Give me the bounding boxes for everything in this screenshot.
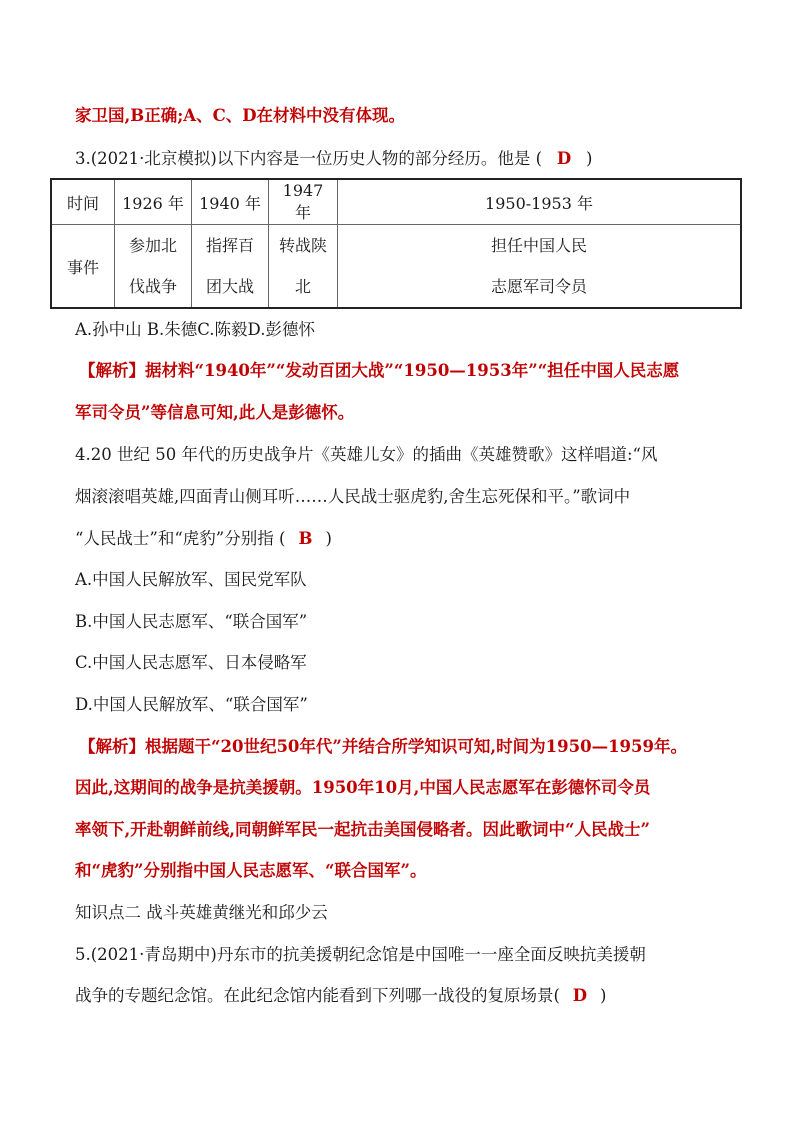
table-cell-event: 转战陕 北 [269, 225, 338, 309]
analysis-3-line-2: 军司令员”等信息可知,此人是彭德怀。 [75, 403, 355, 422]
analysis-3-line-1: 【解析】据材料“1940年”“发动百团大战”“1950—1953年”“担任中国人民志愿 [79, 361, 680, 380]
question-5-answer: D [572, 986, 588, 1005]
analysis-4-line-4: 和“虎豹”分别指中国人民志愿军、“联合国军”。 [75, 861, 427, 880]
table-cell-event: 参加北 伐战争 [115, 225, 192, 309]
question-3-options: A.孙中山 B.朱德C.陈毅D.彭德怀 [75, 320, 315, 339]
table-cell-year: 1926 年 [115, 179, 192, 225]
question-4-line-1: 4.20 世纪 50 年代的历史战争片《英雄儿女》的插曲《英雄赞歌》这样唱道:“风 [75, 445, 658, 464]
question-4-option-b: B.中国人民志愿军、“联合国军” [75, 612, 308, 631]
question-5-line-2: 战争的专题纪念馆。在此纪念馆内能看到下列哪一战役的复原场景( D ) [75, 984, 606, 1008]
table-cell-event-label: 事件 [51, 225, 115, 309]
question-3-answer: D [556, 149, 572, 168]
question-4-line-2: 烟滚滚唱英雄,四面青山侧耳听……人民战士驱虎豹,舍生忘死保和平。”歌词中 [75, 487, 631, 506]
table-cell-time-label: 时间 [51, 179, 115, 225]
table-cell-year: 1950-1953 年 [338, 179, 742, 225]
analysis-4-line-2: 因此,这期间的战争是抗美援朝。1950年10月,中国人民志愿军在彭德怀司令员 [75, 778, 651, 797]
analysis-4-line-1: 【解析】根据题干“20世纪50年代”并结合所学知识可知,时间为1950—1959年。 [79, 737, 687, 756]
question-4-option-c: C.中国人民志愿军、日本侵略军 [75, 653, 307, 672]
table-cell-year: 1947 年 [269, 179, 338, 225]
section-heading: 知识点二 战斗英雄黄继光和邱少云 [75, 903, 328, 922]
table-cell-event: 担任中国人民 志愿军司令员 [338, 225, 742, 309]
question-3: 3.(2021·北京模拟)以下内容是一位历史人物的部分经历。他是 ( D ) [75, 147, 592, 171]
table-cell-year: 1940 年 [192, 179, 269, 225]
question-4-answer: B [298, 529, 313, 548]
question-4-line-3: “人民战士”和“虎豹”分别指 ( B ) [75, 527, 332, 551]
table-row-event [51, 225, 741, 309]
history-table [50, 178, 742, 309]
question-5-line-1: 5.(2021·青岛期中)丹东市的抗美援朝纪念馆是中国唯一一座全面反映抗美援朝 [75, 945, 646, 964]
table-cell-event: 指挥百 团大战 [192, 225, 269, 309]
question-3-stem: 3.(2021·北京模拟)以下内容是一位历史人物的部分经历。他是 ( [75, 149, 543, 168]
question-4-option-a: A.中国人民解放军、国民党军队 [75, 570, 307, 589]
table-row-time [51, 179, 741, 225]
text-line-1: 家卫国,B正确;A、C、D在材料中没有体现。 [75, 106, 406, 125]
analysis-4-line-3: 率领下,开赴朝鲜前线,同朝鲜军民一起抗击美国侵略者。因此歌词中“人民战士” [75, 820, 650, 839]
question-4-option-d: D.中国人民解放军、“联合国军” [75, 695, 308, 714]
